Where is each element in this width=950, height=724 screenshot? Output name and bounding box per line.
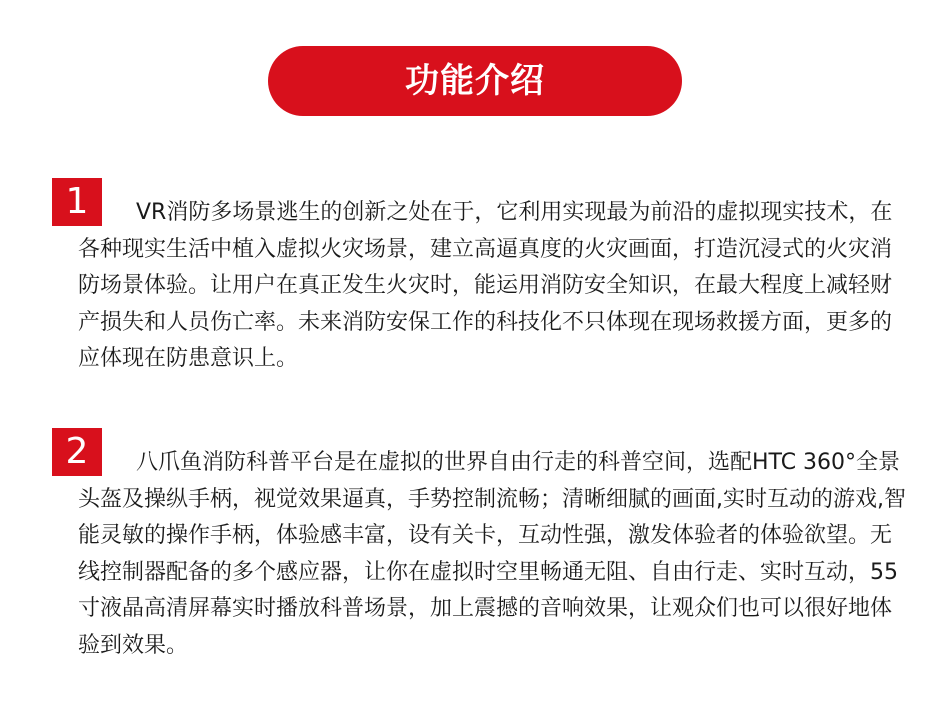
section-title-banner: [268, 46, 682, 116]
section-number-badge: 1: [52, 178, 102, 226]
section-number-badge: 2: [52, 428, 102, 476]
feature-section-1: [52, 178, 912, 378]
feature-paragraph: VR消防多场景逃生的创新之处在于，它利用实现最为前沿的虚拟现实技术，在各种现实生活中植入虚拟火灾场景，建立高逼真度的火灾画面，打造沉浸式的火灾消防场景体验。让用户在真正发生火灾时，能运用消防安全知识，在最大程度上减轻财产损失和人员伤亡率。未来消防安保工作的科技化不只体现在现场救援方面，更多的应体现在防患意识上。: [78, 200, 893, 371]
feature-paragraph: 八爪鱼消防科普平台是在虚拟的世界自由行走的科普空间，选配HTC 360°全景头盔及操纵手柄，视觉效果逼真，手势控制流畅；清晰细腻的画面,实时互动的游戏,智能灵敏的操作手柄，体验感丰富，设有关卡，互动性强，激发体验者的体验欲望。无线控制器配备的多个感应器，让你在虚拟时空里畅通无阻、自由行走、实时互动，55寸液晶高清屏幕实时播放科普场景，加上震撼的音响效果，让观众们也可以很好地体验到效果。: [78, 450, 906, 658]
page-title: 功能介绍: [405, 61, 545, 101]
feature-section-2: [52, 428, 912, 664]
